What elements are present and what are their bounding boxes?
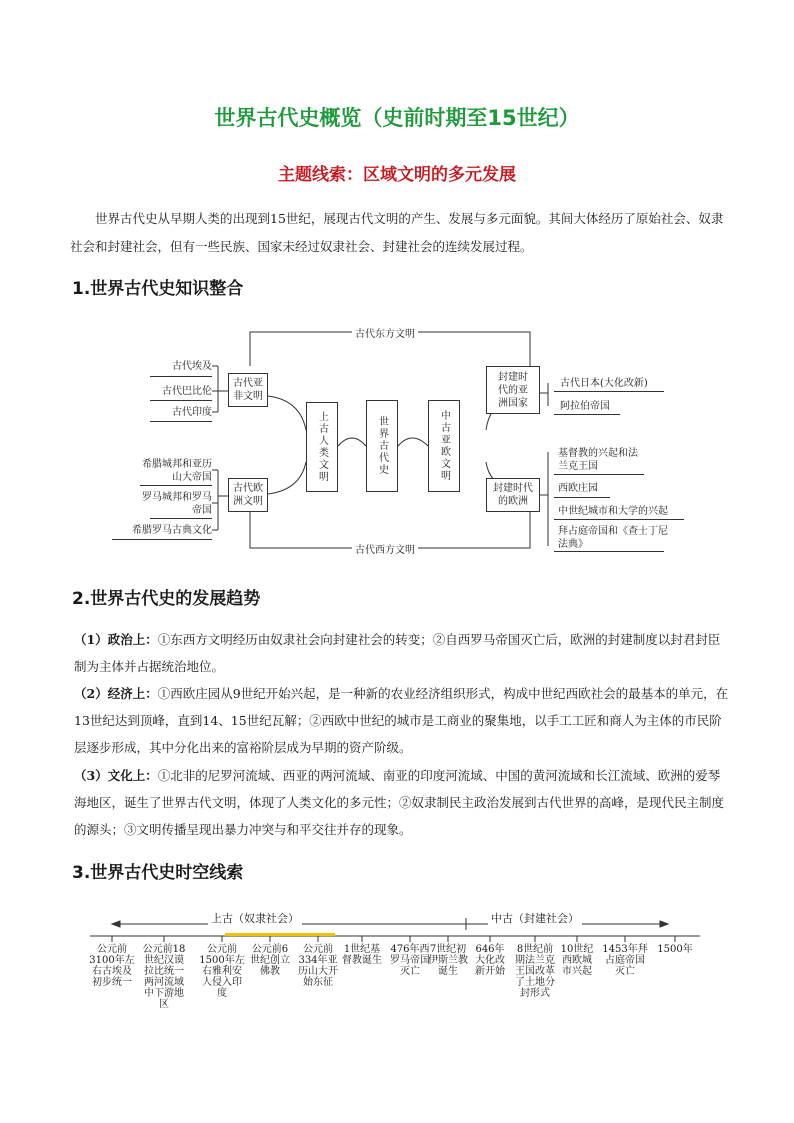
leaf-rome: 罗马城邦和罗马帝国 [142, 492, 212, 516]
asia-africa-box: 古代亚非文明 [228, 373, 268, 407]
timeline-medieval-label: 中古（封建社会） [488, 910, 582, 926]
timeline-event: 1453年拜占庭帝国灭亡 [602, 944, 648, 977]
timeline-event: 公元前1500年左右雅利安人侵入印度 [199, 944, 245, 999]
medieval-civilization-box: 中古亚欧文明 [428, 400, 460, 492]
trend-economy-text: ①西欧庄园从9世纪开始兴起，是一种新的农业经济组织形式，构成中世纪西欧社会的最基本的单元，在13世纪达到顶峰，直到14、15世纪瓦解；②西欧中世纪的城市是工商业的聚集地，以手工工匠和商人为主体的市民阶层逐步形成，其中分化出来的富裕阶层成为早期的资产阶级。 [74, 686, 729, 755]
ancient-civilization-box: 上古人类文明 [306, 402, 338, 492]
trend-culture-text: ①北非的尼罗河流域、西亚的两河流域、南亚的印度河流域、中国的黄河流域和长江流域、欧洲的爱琴海地区，诞生了世界古代文明，体现了人类文化的多元性；②奴隶制民主政治发展到古代世界的高峰，是现代民主制度的源头；③文明传播呈现出暴力冲突与和平交往并存的现象。 [74, 768, 725, 837]
leaf-classical-culture: 希腊罗马古典文化 [132, 525, 212, 536]
trend-culture [74, 762, 730, 843]
timeline-event: 8世纪前期法兰克王国改革了土地分封形式 [515, 944, 555, 999]
leaf-medieval-city: 中世纪城市和大学的兴起 [558, 506, 668, 517]
timeline-event: 476年西罗马帝国灭亡 [390, 944, 430, 977]
timeline-event: 1世纪基督教诞生 [342, 944, 382, 966]
timeline-event: 公元前6世纪创立佛教 [250, 944, 290, 977]
timeline-event: 1500年 [657, 944, 693, 955]
leaf-arab-empire: 阿拉伯帝国 [560, 401, 610, 412]
leaf-christianity: 基督教的兴起和法兰克王国 [558, 448, 638, 472]
west-civilization-label: 古代西方文明 [352, 541, 418, 556]
trend-politics [74, 626, 730, 680]
section-heading-2: 2.世界古代史的发展趋势 [72, 589, 261, 609]
trend-economy [74, 680, 730, 761]
trend-economy-label: （2）经济上： [74, 686, 158, 701]
leaf-egypt: 古代埃及 [172, 361, 212, 372]
timeline-event: 646年大化改新开始 [475, 944, 505, 977]
timeline-event: 公元前3100年左右古埃及初步统一 [89, 944, 135, 988]
ancient-europe-box: 古代欧洲文明 [228, 478, 268, 512]
timeline-event: 公元前18世纪汉谟拉比统一两河流域中下游地区 [142, 944, 186, 1010]
leaf-greece: 希腊城邦和亚历山大帝国 [142, 459, 212, 483]
world-ancient-history-box: 世界古代史 [366, 400, 398, 492]
leaf-manor: 西欧庄园 [558, 483, 598, 494]
timeline-ancient-label: 上古（奴隶社会） [208, 910, 302, 926]
intro-paragraph: 世界古代史从早期人类的出现到15世纪，展现古代文明的产生、发展与多元面貌。其间大体经历了原始社会、奴隶社会和封建社会，但有一些民族、国家未经过奴隶社会、封建社会的连续发展过程。 [70, 211, 724, 254]
leaf-byzantine: 拜占庭帝国和《查士丁尼法典》 [558, 526, 668, 550]
timeline-event: 7世纪初伊斯兰教诞生 [428, 944, 468, 977]
trend-culture-label: （3）文化上： [74, 768, 158, 783]
section-heading-3: 3.世界古代史时空线索 [72, 863, 244, 883]
feudal-asia-box: 封建时代的亚洲国家 [486, 366, 540, 414]
trend-politics-label: （1）政治上： [74, 632, 158, 647]
feudal-europe-box: 封建时代的欧洲 [486, 478, 540, 512]
trend-politics-text: ①东西方文明经历由奴隶社会向封建社会的转变；②自西罗马帝国灭亡后，欧洲的封建制度以封君封臣制为主体并占据统治地位。 [74, 632, 721, 674]
page-subtitle: 主题线索：区域文明的多元发展 [278, 165, 516, 185]
page-title: 世界古代史概览（史前时期至15世纪） [214, 106, 580, 130]
timeline-axis [0, 900, 794, 1100]
east-civilization-label: 古代东方文明 [352, 325, 418, 340]
leaf-babylon: 古代巴比伦 [162, 386, 212, 397]
section-heading-1: 1.世界古代史知识整合 [72, 279, 244, 299]
timeline-event: 公元前334年亚历山大开始东征 [298, 944, 338, 988]
leaf-japan: 古代日本(大化改新) [560, 378, 648, 389]
timeline-event: 10世纪西欧城市兴起 [560, 944, 594, 977]
leaf-india: 古代印度 [172, 407, 212, 418]
